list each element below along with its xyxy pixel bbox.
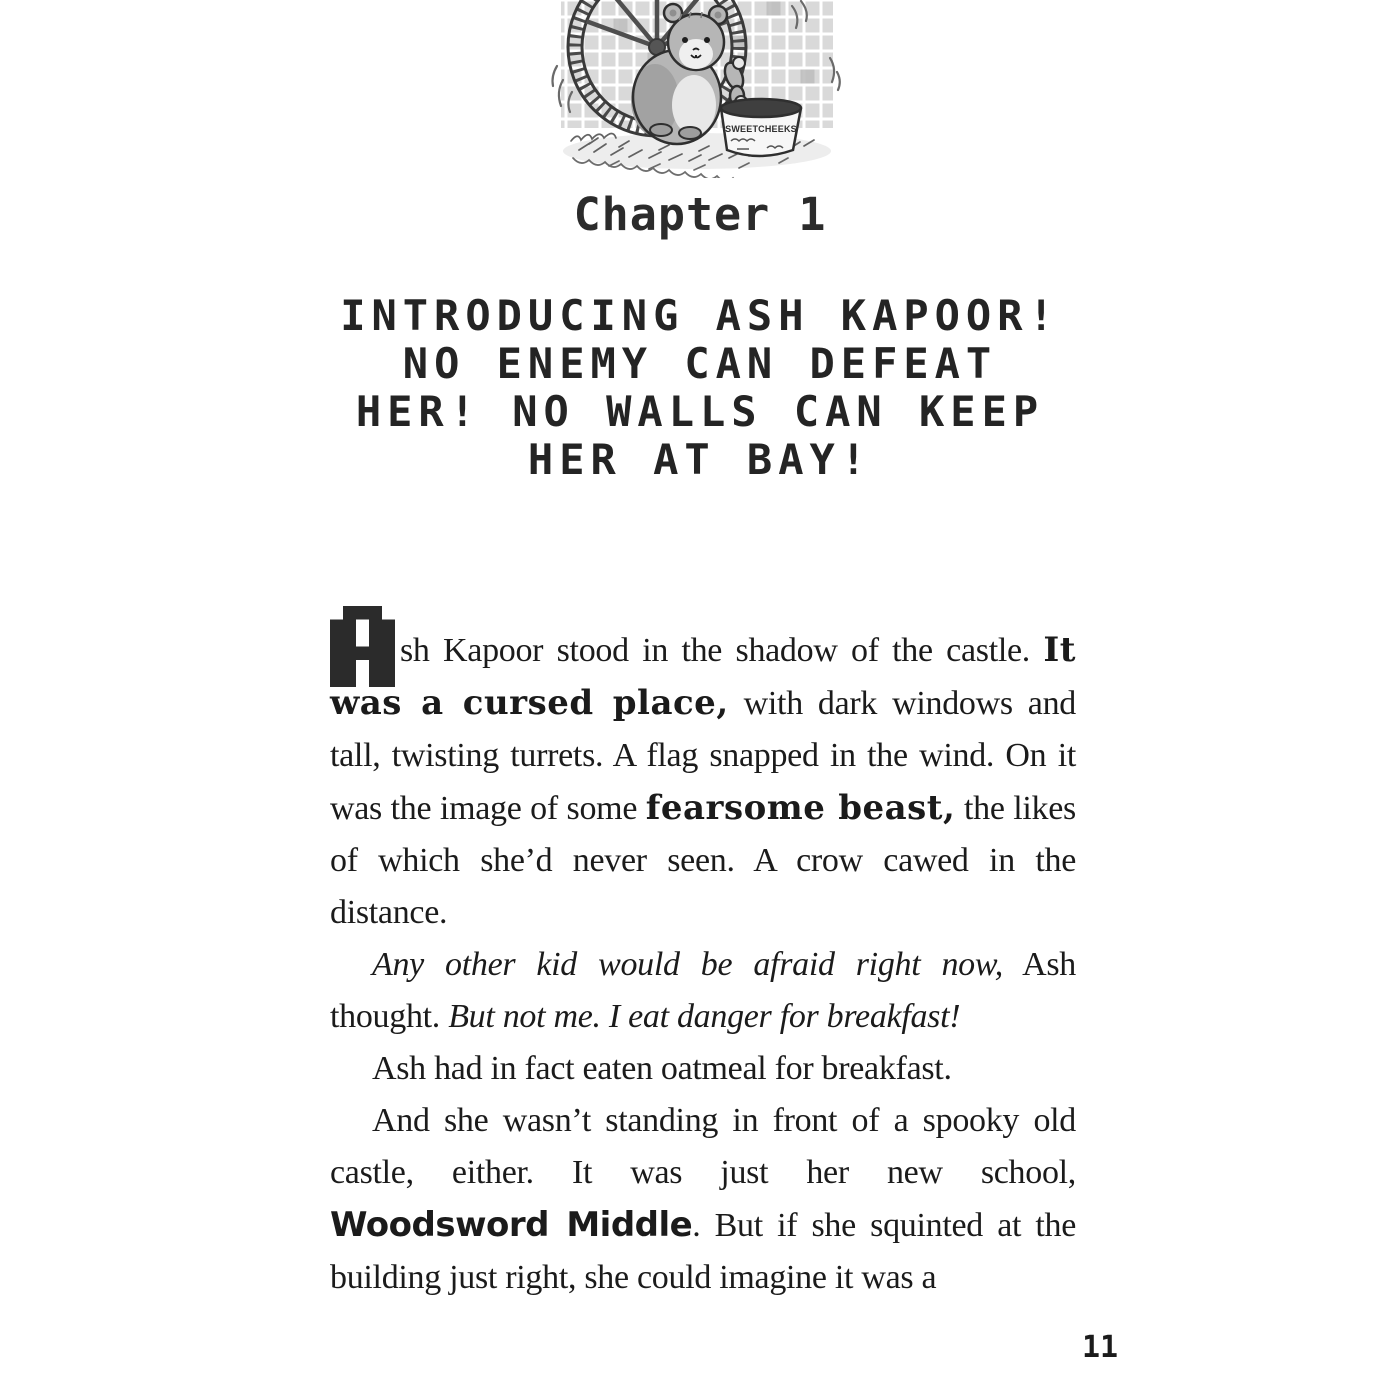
body-text [330,624,1076,1304]
hamster-foot [650,124,672,136]
paragraph [330,624,1076,939]
chapter-title-line: INTRODUCING ASH KAPOOR! [340,291,1060,340]
page-number: 11 [1082,1330,1119,1365]
text-segment-normal: Ash had in fact eaten oatmeal for breakfast. [372,1050,952,1087]
paragraph [330,1043,1076,1095]
text-segment-italic: Any other kid would be afraid right now, [372,946,1003,983]
text-segment-normal: with dark windows and tall, twisting turrets. A flag snapped in the wind. On it was the image of some [330,685,1076,827]
text-segment-boldsans: Woodsword Middle [330,1205,693,1245]
text-segment-normal: . But if she squinted at the building just right, she could imagine it was a [330,1207,1076,1296]
hamster-left-eye [682,37,688,43]
text-segment-normal: Ash thought. [330,946,1076,1035]
hamster-right-eye [704,37,710,43]
bowl-label: SWEETCHEEKS [725,124,797,134]
chapter-title-line: NO ENEMY CAN DEFEAT [402,339,998,388]
text-segment-normal: the likes of which she’d never seen. A crow cawed in the distance. [330,790,1076,931]
text-segment-normal: sh Kapoor stood in the shadow of the castle. [400,632,1044,669]
paragraph [330,939,1076,1043]
text-segment-italic: But not me. I eat danger for breakfast! [448,998,961,1035]
chapter-title [0,292,1400,484]
chapter-title-line: HER! NO WALLS CAN KEEP [355,387,1045,436]
chapter-title-line: HER AT BAY! [527,435,873,484]
chapter-label: Chapter 1 [573,188,827,241]
text-segment-normal: And she wasn’t standing in front of a spooky old castle, either. It was just her new school, [330,1102,1076,1191]
paragraph [330,1095,1076,1304]
hamster-foot [679,127,701,139]
bowl-food [721,99,801,117]
hamster-wheel-illustration [549,0,841,178]
text-segment-cursed: It was a cursed place, [330,630,1076,723]
text-segment-cursed: fearsome beast, [645,788,956,828]
food-bowl [721,99,801,156]
